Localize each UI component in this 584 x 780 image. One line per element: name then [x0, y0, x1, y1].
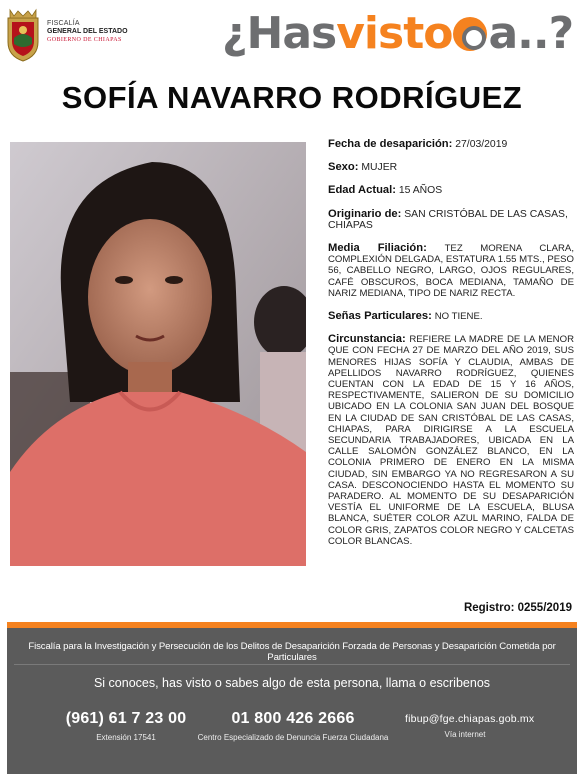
email-link[interactable]: fibup@fge.chiapas.gob.mx	[405, 713, 535, 725]
logo-part-1: ¿Has	[222, 8, 337, 59]
detail-circunstancia	[328, 334, 574, 547]
person-photo	[10, 142, 306, 566]
detail-label: Circunstancia:	[328, 333, 406, 346]
detail-media-filiacion	[328, 243, 574, 299]
detail-senas	[328, 311, 574, 322]
phone-extension: Extensión 17541	[96, 733, 156, 742]
agency-line-3: GOBIERNO DE CHIAPAS	[47, 37, 122, 43]
detail-label: Sexo:	[328, 161, 359, 174]
registro-number: Registro: 0255/2019	[463, 602, 572, 614]
detail-sexo	[328, 162, 574, 173]
has-visto-logo	[222, 4, 573, 64]
agency-name	[47, 20, 128, 44]
contact-phone-tollfree	[193, 710, 393, 742]
detail-label: Señas Particulares:	[328, 310, 432, 323]
contact-phone-local	[61, 710, 191, 742]
person-details	[328, 139, 574, 559]
agency-line-2: GENERAL DEL ESTADO	[47, 28, 128, 35]
detail-value: MUJER	[361, 162, 398, 174]
footer-agency-title: Fiscalía para la Investigación y Persecución de los Delitos de Desaparición Forzada de Personas y Desaparición Cometida por Particulares	[28, 641, 556, 663]
phone-number[interactable]: (961) 61 7 23 00	[65, 710, 187, 727]
state-seal-icon	[4, 8, 42, 62]
detail-value: SAN CRISTÓBAL DE LAS CASAS, CHIAPAS	[328, 208, 568, 231]
detail-label: Fecha de desaparición:	[328, 138, 453, 150]
detail-label: Edad Actual:	[328, 184, 396, 197]
email-note: Vía internet	[444, 730, 486, 739]
detail-value: NO TIENE.	[434, 311, 483, 323]
footer-divider	[14, 664, 570, 665]
tollfree-number[interactable]: 01 800 426 2666	[231, 710, 355, 727]
header	[0, 0, 584, 72]
contact-email	[405, 710, 535, 739]
tollfree-note: Centro Especializado de Denuncia Fuerza Ciudadana	[197, 733, 389, 742]
detail-edad	[328, 185, 574, 196]
detail-fecha	[328, 139, 574, 150]
detail-value: 27/03/2019	[455, 139, 508, 150]
person-name: SOFÍA NAVARRO RODRÍGUEZ	[61, 80, 523, 115]
logo-part-3: a..?	[488, 8, 574, 59]
contact-footer	[7, 628, 577, 774]
detail-value: TEZ MORENA CLARA, COMPLEXIÓN DELGADA, ESTATURA 1.55 MTS., PESO 56, CABELLO NEGRO, LARGO, OJOS REGULARES, CAFÉ OBSCUROS, BOCA MEDIANA, TAMAÑO DE NARIZ MEDIANA, TIPO DE NARIZ RECTA.	[328, 243, 574, 299]
footer-call-to-action: Si conoces, has visto o sabes algo de esta persona, llama o escribenos	[93, 676, 491, 690]
detail-originario	[328, 209, 574, 231]
detail-label: Media Filiación:	[328, 242, 427, 255]
agency-line-1: FISCALÍA	[47, 20, 80, 27]
detail-label: Originario de:	[328, 207, 402, 220]
logo-part-2: visto	[336, 8, 453, 59]
detail-value: 15 AÑOS	[398, 185, 443, 197]
eye-icon	[453, 17, 487, 51]
detail-value: REFIERE LA MADRE DE LA MENOR QUE CON FECHA 27 DE MARZO DEL AÑO 2019, SUS MENORES HIJAS SOFÍA Y CLAUDIA, AMBAS DE APELLIDOS NAVARRO RODRÍGUEZ, QUIENES CUENTAN CON LA EDAD DE 15 Y 16 AÑOS, RESPECTIVAMENTE, SALIERON DE SU DOMICILIO UBICADO EN LA COLONIA SAN JUAN DEL BOSQUE EN LA CIUDAD DE SAN CRISTÓBAL DE LAS CASAS, CHIAPAS, PARA DIRIGIRSE A LA ESCUELA SECUNDARIA TRABAJADORES, UBICADA EN LA CALLE SALOMÓN GONZÁLEZ BLANCO, EN LA COLONIA PRIMERO DE ENERO EN LA MISMA CIUDAD, SIN EMBARGO YA NO REGRESARON A SU CASA. DESCONOCIENDO HASTA EL MOMENTO SU PARADERO. AL MOMENTO DE SU DESAPARICIÓN VESTÍA EL UNIFORME DE LA ESCUELA, BLUSA BLANCA, SUÉTER COLOR AZUL MARINO, FALDA DE COLOR GRIS, ZAPATOS COLOR NEGRO Y CALCETAS COLOR BLANCAS.	[328, 334, 575, 547]
